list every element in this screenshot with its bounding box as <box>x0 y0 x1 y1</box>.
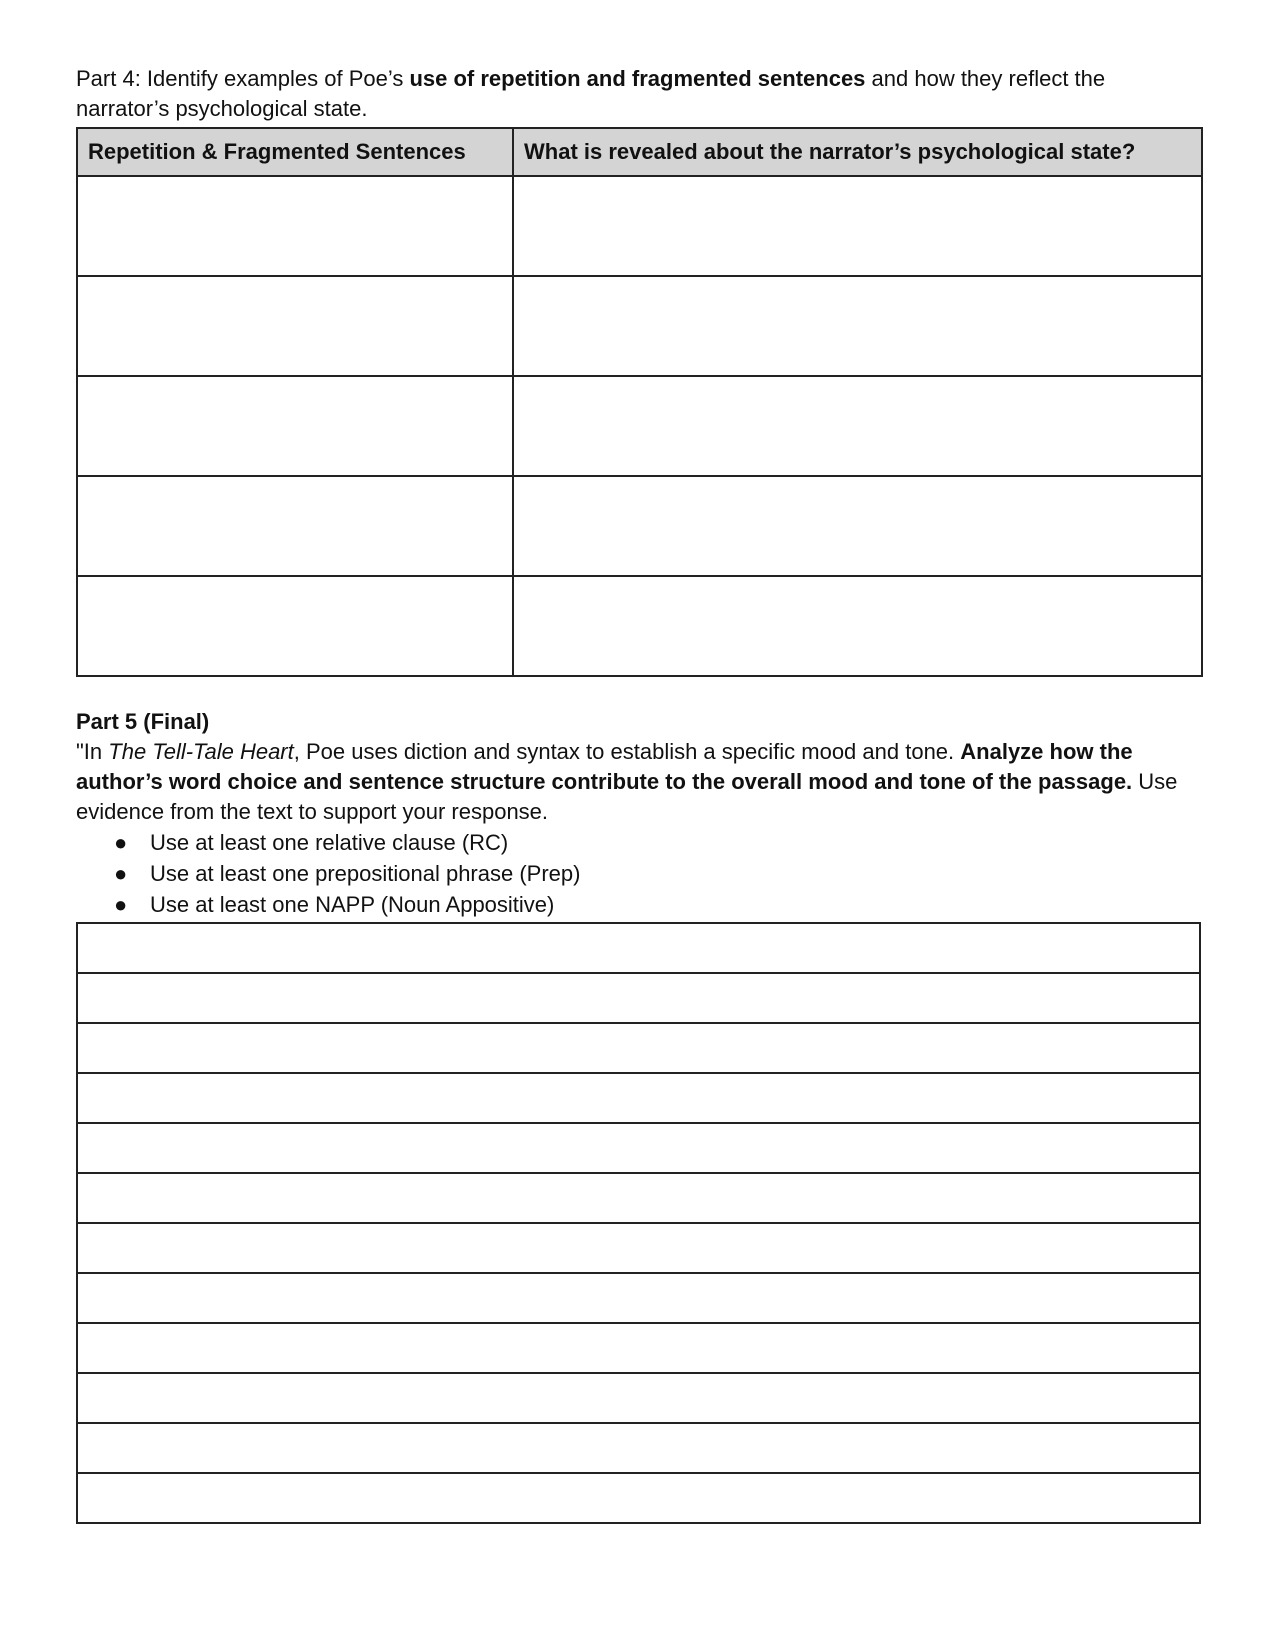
bullet-icon: ● <box>114 830 128 855</box>
answer-line[interactable] <box>77 1223 1200 1273</box>
answer-line[interactable] <box>77 923 1200 973</box>
part5-prompt-bold: Analyze how the author’s word choice and sentence structure contribute to the overall mood and tone of the passage. <box>76 739 1133 794</box>
part5-answer-box <box>76 922 1201 1524</box>
part5-prompt-end: Use evidence from the text to support your response. <box>76 769 1178 824</box>
part5-requirements-list <box>76 827 1200 920</box>
table-row <box>77 176 1202 276</box>
repetition-answer-cell[interactable] <box>77 576 513 676</box>
answer-line-row <box>77 1423 1200 1473</box>
psychological-state-answer-cell[interactable] <box>513 176 1202 276</box>
part4-table <box>76 127 1203 677</box>
psychological-state-answer-cell[interactable] <box>513 376 1202 476</box>
requirement-text: Use at least one NAPP (Noun Appositive) <box>150 892 555 917</box>
table-row <box>77 576 1202 676</box>
table-row <box>77 476 1202 576</box>
psychological-state-answer-cell[interactable] <box>513 476 1202 576</box>
bullet-icon: ● <box>114 861 128 886</box>
answer-line[interactable] <box>77 1173 1200 1223</box>
answer-line-row <box>77 1023 1200 1073</box>
answer-line-row <box>77 1073 1200 1123</box>
part5-prompt-open: "In <box>76 739 109 764</box>
answer-line-row <box>77 1473 1200 1523</box>
part4-table-header-row <box>77 128 1202 176</box>
column-header-repetition: Repetition & Fragmented Sentences <box>77 128 513 176</box>
repetition-answer-cell[interactable] <box>77 176 513 276</box>
psychological-state-answer-cell[interactable] <box>513 276 1202 376</box>
part5-prompt-mid: , Poe uses diction and syntax to establish a specific mood and tone. <box>293 739 961 764</box>
psychological-state-answer-cell[interactable] <box>513 576 1202 676</box>
answer-line[interactable] <box>77 1273 1200 1323</box>
answer-line[interactable] <box>77 1073 1200 1123</box>
part4-prompt <box>76 64 1200 124</box>
bullet-icon: ● <box>114 892 128 917</box>
answer-line-row <box>77 1323 1200 1373</box>
answer-line-row <box>77 1373 1200 1423</box>
answer-line[interactable] <box>77 1023 1200 1073</box>
answer-line-row <box>77 1173 1200 1223</box>
part5-prompt <box>76 737 1200 827</box>
answer-line[interactable] <box>77 1323 1200 1373</box>
list-item <box>76 889 1200 920</box>
part4-prompt-end: and how they reflect the narrator’s psychological state. <box>76 66 1106 121</box>
part4-prompt-bold: use of repetition and fragmented sentences <box>409 66 866 91</box>
answer-line-row <box>77 973 1200 1023</box>
answer-line-row <box>77 1273 1200 1323</box>
answer-line[interactable] <box>77 973 1200 1023</box>
repetition-answer-cell[interactable] <box>77 276 513 376</box>
requirement-text: Use at least one prepositional phrase (Prep) <box>150 861 581 886</box>
answer-line[interactable] <box>77 1423 1200 1473</box>
answer-line[interactable] <box>77 1373 1200 1423</box>
repetition-answer-cell[interactable] <box>77 476 513 576</box>
repetition-answer-cell[interactable] <box>77 376 513 476</box>
answer-line-row <box>77 923 1200 973</box>
answer-line-row <box>77 1223 1200 1273</box>
answer-line-row <box>77 1123 1200 1173</box>
list-item <box>76 827 1200 858</box>
answer-line[interactable] <box>77 1473 1200 1523</box>
list-item <box>76 858 1200 889</box>
part5-title: Part 5 (Final) <box>76 709 210 734</box>
part4-prompt-start: Part 4: Identify examples of Poe’s <box>76 66 410 91</box>
column-header-psychological-state: What is revealed about the narrator’s psychological state? <box>513 128 1202 176</box>
table-row <box>77 276 1202 376</box>
worksheet-page <box>76 64 1200 1524</box>
table-row <box>77 376 1202 476</box>
requirement-text: Use at least one relative clause (RC) <box>150 830 509 855</box>
part5-prompt-title-italic: The Tell-Tale Heart <box>108 739 294 764</box>
answer-line[interactable] <box>77 1123 1200 1173</box>
